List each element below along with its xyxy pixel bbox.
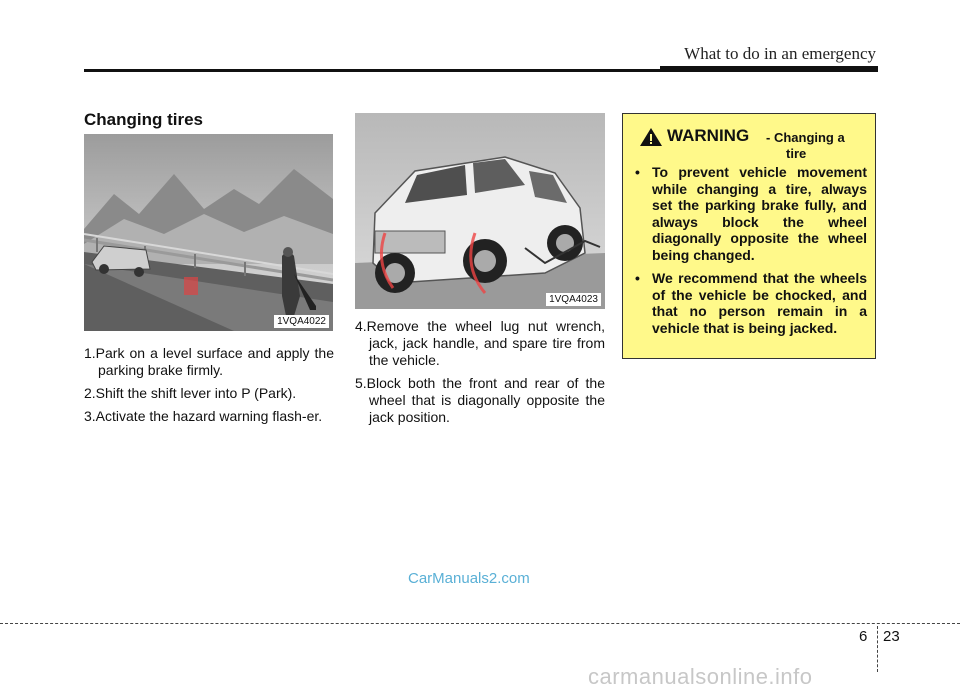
- header-rule-accent: [660, 66, 878, 72]
- figure-roadside-stop: [84, 134, 333, 331]
- warning-subtitle: - Changing a: [766, 130, 845, 145]
- step-item: 3.Activate the hazard warning flash-er.: [84, 408, 323, 424]
- page-number-divider: [877, 626, 878, 672]
- watermark-bottom: carmanualsonline.info: [588, 664, 813, 689]
- figure-code: 1VQA4023: [546, 293, 601, 306]
- figure-code: 1VQA4022: [274, 315, 329, 328]
- warning-item-text: We recommend that the wheels of the vehicle be chocked, and that no person remain in a vehicle that is being jacked.: [652, 270, 867, 336]
- chapter-number: 6: [859, 628, 868, 645]
- step-item: 2.Shift the shift lever into P (Park).: [84, 385, 297, 401]
- step-item: 4.Remove the wheel lug nut wrench, jack, jack handle, and spare tire from the vehicle.: [355, 318, 605, 368]
- steps-left-column: [84, 345, 334, 431]
- warning-triangle-icon: [639, 127, 663, 147]
- warning-subtitle-cont: tire: [786, 146, 807, 161]
- warning-box: [622, 113, 876, 359]
- footer-rule: [0, 623, 960, 624]
- step-item: 1.Park on a level surface and apply the parking brake firmly.: [84, 345, 334, 378]
- warning-item-text: To prevent vehicle movement while changing a tire, always set the parking brake fully, and always block the wheel diagonally opposite the wheel being changed.: [652, 164, 867, 263]
- running-header: What to do in an emergency: [684, 44, 876, 63]
- roadside-illustration: [84, 134, 333, 331]
- warning-list: [635, 164, 867, 343]
- steps-right-column: [355, 318, 605, 432]
- vehicle-jack-illustration: [355, 113, 605, 309]
- figure-vehicle-jack: [355, 113, 605, 309]
- bullet: •: [635, 270, 640, 286]
- step-item: 5.Block both the front and rear of the wheel that is diagonally opposite the jack position.: [355, 375, 605, 425]
- warning-item: [635, 270, 867, 336]
- warning-item: [635, 164, 867, 263]
- warning-label: WARNING: [667, 126, 750, 145]
- bullet: •: [635, 164, 640, 180]
- page-number: 23: [883, 628, 900, 645]
- watermark-top[interactable]: CarManuals2.com: [408, 570, 530, 587]
- section-title: Changing tires: [84, 110, 204, 129]
